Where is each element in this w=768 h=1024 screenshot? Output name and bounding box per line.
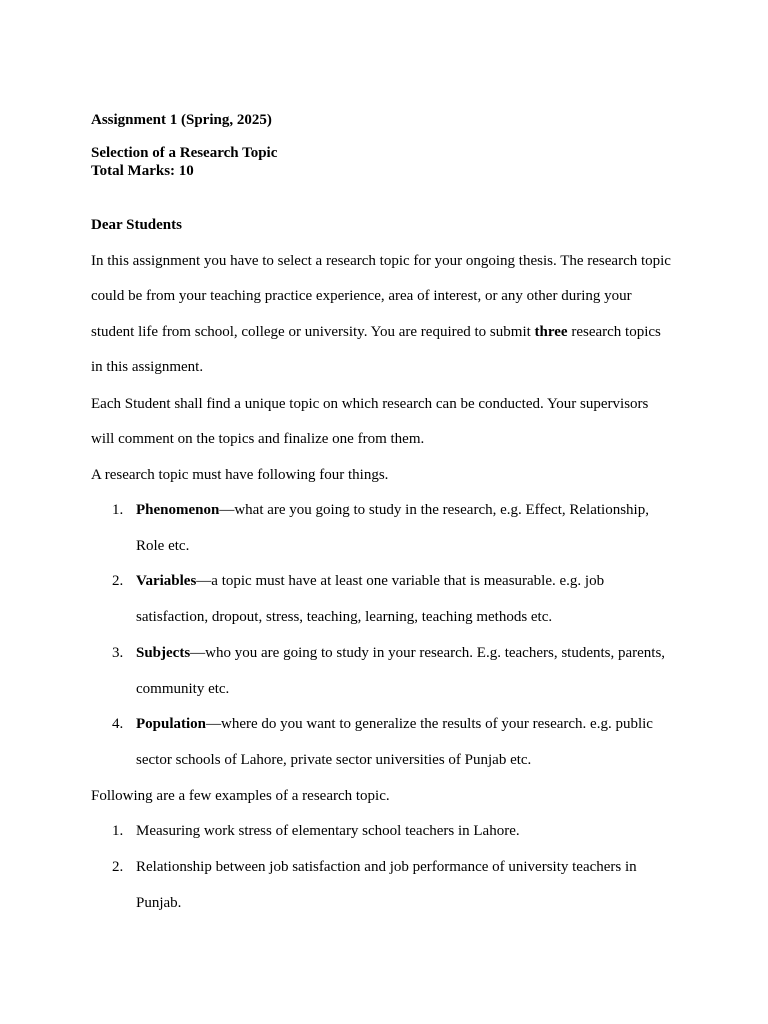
example-number: 2. bbox=[112, 859, 124, 875]
list-item-text: —a topic must have at least one variable that is measurable. e.g. job bbox=[196, 573, 605, 589]
four-things-intro: A research topic must have following four things. bbox=[91, 467, 389, 483]
intro-line-3-end: research topics bbox=[567, 324, 661, 340]
intro-line-4: in this assignment. bbox=[91, 359, 204, 375]
para2-line-2: will comment on the topics and finalize one from them. bbox=[91, 431, 425, 447]
list-item-continuation: community etc. bbox=[136, 681, 230, 697]
list-item-text: —what are you going to study in the research, e.g. Effect, Relationship, bbox=[219, 502, 649, 518]
term-subjects: Subjects bbox=[136, 645, 191, 661]
list-item-text: —who you are going to study in your research. E.g. teachers, students, parents, bbox=[190, 645, 666, 661]
topic-title: Selection of a Research Topic bbox=[91, 145, 278, 161]
list-number: 1. bbox=[112, 502, 124, 518]
total-marks: Total Marks: 10 bbox=[91, 163, 194, 179]
intro-line-3 bbox=[91, 323, 661, 341]
list-item-continuation: satisfaction, dropout, stress, teaching, learning, teaching methods etc. bbox=[136, 609, 553, 625]
list-item-variables bbox=[136, 572, 604, 590]
list-number: 4. bbox=[112, 716, 124, 732]
examples-intro: Following are a few examples of a research topic. bbox=[91, 788, 390, 804]
term-variables: Variables bbox=[136, 573, 197, 589]
term-population: Population bbox=[136, 716, 207, 732]
term-phenomenon: Phenomenon bbox=[136, 502, 220, 518]
list-number: 3. bbox=[112, 645, 124, 661]
example-item-continuation: Punjab. bbox=[136, 895, 182, 911]
intro-emphasis-three: three bbox=[534, 324, 568, 340]
example-number: 1. bbox=[112, 823, 124, 839]
list-item-text: —where do you want to generalize the results of your research. e.g. public bbox=[206, 716, 653, 732]
list-item-phenomenon bbox=[136, 501, 649, 519]
list-number: 2. bbox=[112, 573, 124, 589]
list-item-subjects bbox=[136, 644, 665, 662]
intro-line-1: In this assignment you have to select a research topic for your ongoing thesis. The research topic bbox=[91, 253, 671, 269]
intro-line-2: could be from your teaching practice experience, area of interest, or any other during your bbox=[91, 288, 632, 304]
list-item-continuation: sector schools of Lahore, private sector universities of Punjab etc. bbox=[136, 752, 532, 768]
greeting: Dear Students bbox=[91, 217, 182, 233]
intro-line-3-start: student life from school, college or university. You are required to submit bbox=[91, 324, 535, 340]
para2-line-1: Each Student shall find a unique topic on which research can be conducted. Your supervisors bbox=[91, 396, 649, 412]
example-item: Measuring work stress of elementary school teachers in Lahore. bbox=[136, 823, 520, 839]
list-item-continuation: Role etc. bbox=[136, 538, 190, 554]
example-item: Relationship between job satisfaction and job performance of university teachers in bbox=[136, 859, 637, 875]
list-item-population bbox=[136, 715, 653, 733]
assignment-heading: Assignment 1 (Spring, 2025) bbox=[91, 112, 272, 128]
